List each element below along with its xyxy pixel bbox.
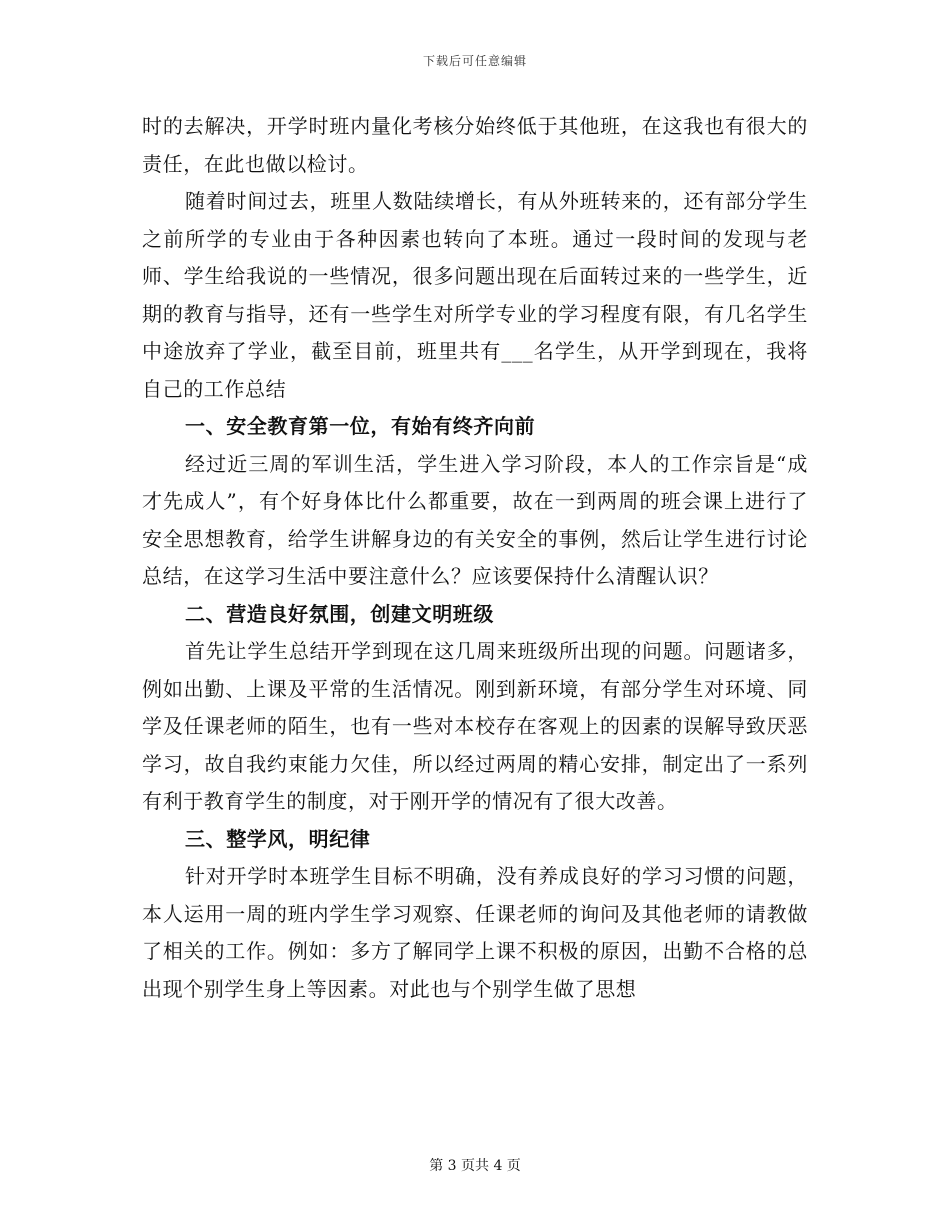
section-heading-discipline: 三、整学风，明纪律 [185, 826, 371, 851]
paragraph-class-growth: 随着时间过去，班里人数陆续增长，有从外班转来的，还有部分学生之前所学的专业由于各种因素也转向了本班。通过一段时间的发现与老师、学生给我说的一些情况，很多问题出现在后面转过来的一些学生，近期的教育与指导，还有一些学生对所学专业的学习程度有限，有几名学生中途放弃了学业，截至目前，班里共有___名学生，从开学到现在，我将自己的工作总结 [142, 189, 808, 401]
paragraph-safety-education: 经过近三周的军训生活，学生进入学习阶段，本人的工作宗旨是“成才先成人”，有个好身体比什么都重要，故在一到两周的班会课上进行了安全思想教育，给学生讲解身边的有关安全的事例，然后让学生进行讨论总结，在这学习生活中要注意什么？应该要保持什么清醒认识？ [142, 451, 808, 588]
paragraph-class-atmosphere: 首先让学生总结开学到现在这几周来班级所出现的问题。问题诸多，例如出勤、上课及平常的生活情况。刚到新环境，有部分学生对环境、同学及任课老师的陌生，也有一些对本校存在客观上的因素的误解导致厌恶学习，故自我约束能力欠佳，所以经过两周的精心安排，制定出了一系列有利于教育学生的制度，对于刚开学的情况有了很大改善。 [142, 639, 808, 813]
page-header: 下载后可任意编辑 [422, 54, 527, 68]
section-heading-atmosphere: 二、营造良好氛围，创建文明班级 [185, 601, 494, 626]
paragraph-continuation: 时的去解决，开学时班内量化考核分始终低于其他班，在这我也有很大的责任，在此也做以检讨。 [142, 114, 808, 176]
paragraph-study-discipline: 针对开学时本班学生目标不明确，没有养成良好的学习习惯的问题，本人运用一周的班内学生学习观察、任课老师的询问及其他老师的请教做了相关的工作。例如：多方了解同学上课不积极的原因，出勤不合格的总出现个别学生身上等因素。对此也与个别学生做了思想 [142, 864, 808, 1001]
document-body [142, 108, 808, 1008]
section-heading-safety: 一、安全教育第一位，有始有终齐向前 [185, 414, 536, 438]
page-number: 第 3 页共 4 页 [429, 1158, 521, 1174]
